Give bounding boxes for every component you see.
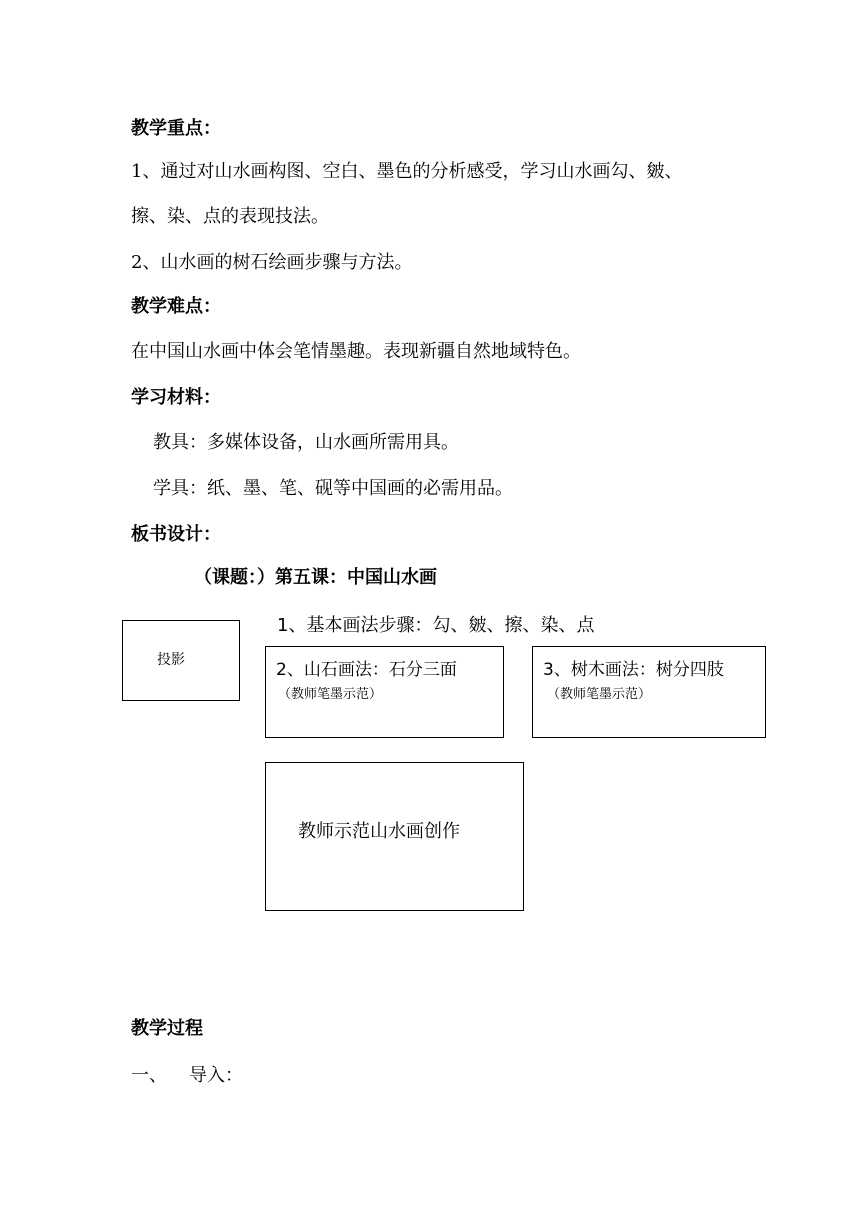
board-title: （课题：）第五课：中国山水画 [194,567,437,588]
tree-method-box [532,646,766,738]
materials-heading: 学习材料： [131,387,221,408]
process-heading: 教学过程 [131,1018,203,1039]
rock-method-box [265,646,504,738]
difficulties-text: 在中国山水画中体会笔情墨趣。表现新疆自然地域特色。 [131,341,581,362]
difficulties-heading: 教学难点： [131,296,221,317]
board-step-1: 1、基本画法步骤：勾、皴、擦、染、点 [277,615,595,636]
process-step-1-number: 一、 [131,1065,167,1086]
rock-method-title: 2、山石画法：石分三面 [276,660,457,680]
projection-label: 投影 [157,652,185,668]
rock-method-note: （教师笔墨示范） [278,687,383,702]
key-point-1-line2: 擦、染、点的表现技法。 [131,206,329,227]
projection-box [122,620,240,701]
key-point-2: 2、山水画的树石绘画步骤与方法。 [131,252,413,273]
tree-method-note: （教师笔墨示范） [547,687,652,702]
key-points-heading: 教学重点： [131,118,221,139]
key-point-1-line1: 1、通过对山水画构图、空白、墨色的分析感受，学习山水画勾、皴、 [131,161,683,182]
materials-student: 学具：纸、墨、笔、砚等中国画的必需用品。 [153,478,513,499]
materials-teacher: 教具：多媒体设备，山水画所需用具。 [153,432,459,453]
board-heading: 板书设计： [131,524,221,545]
tree-method-title: 3、树木画法：树分四肢 [543,660,724,680]
demo-creation-box [265,762,524,911]
process-step-1-label: 导入： [189,1065,243,1086]
demo-creation-label: 教师示范山水画创作 [298,821,460,842]
